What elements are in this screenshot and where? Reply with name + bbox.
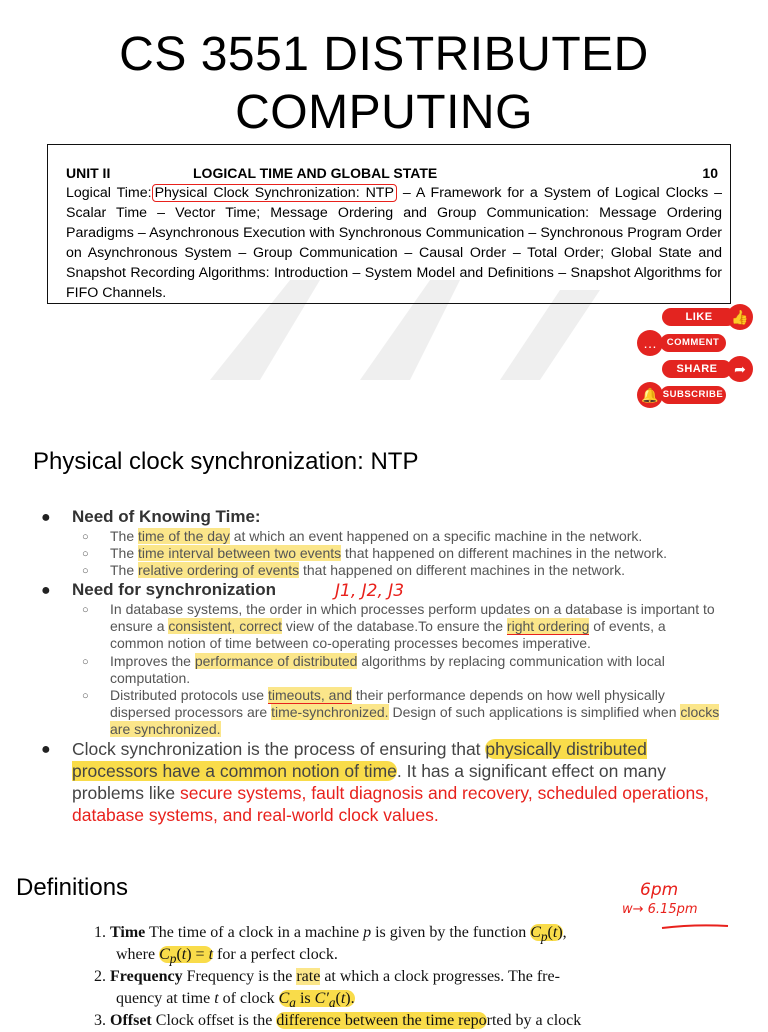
sub-bullet: ○ bbox=[82, 690, 89, 702]
sub-bullet: ○ bbox=[82, 548, 89, 560]
bullet-need-sync: Need for synchronization bbox=[72, 580, 277, 599]
definition-time-cont: where $C_p(t) = t$ for a perfect clock. bbox=[116, 946, 338, 967]
unit-title: LOGICAL TIME AND GLOBAL STATE bbox=[193, 165, 438, 181]
page-title: CS 3551 DISTRIBUTED COMPUTING bbox=[119, 28, 649, 139]
unit-hours: 10 bbox=[702, 165, 718, 181]
bullet-dot: ● bbox=[41, 582, 51, 599]
bullet-dot: ● bbox=[41, 741, 51, 758]
syllabus-rest: – A Framework for a System of Logical Clocks – Scalar Time – Vector Time; Message Ordering and Group Communication: Message Ordering Paradigms – Asynchronous Execution with Synchronous Communication – Synchronous Program Order on Asynchronous System – Group Communication – Causal Order – Total Order; Global State and Snapshot Recording Algorithms: Introduction – System Model and Definitions – Snapshot Algorithms for FIFO Channels. bbox=[66, 185, 722, 301]
boxed-topic: Physical Clock Synchronization: NTP bbox=[152, 184, 397, 202]
section-heading: Physical clock synchronization: NTP bbox=[33, 448, 419, 475]
clock-sync-paragraph: Clock synchronization is the process of ensuring that physically distributed processors have a common notion of time. It has a significant effect on many problems like secure systems, fault diagnosis and recovery, scheduled operations, database systems, and real-world clock values. bbox=[72, 739, 709, 825]
list-item: Improves the performance of distributed algorithms by replacing communication with local computation. bbox=[110, 653, 665, 686]
handwritten-note: w→ 6.15pm bbox=[622, 902, 698, 917]
list-item: Distributed protocols use timeouts, and their performance depends on how well physically dispersed processors are time-synchronized. Design of such applications is simplified when clocks are synchronized. bbox=[110, 687, 720, 737]
like-label: LIKE bbox=[685, 311, 713, 323]
share-label: SHARE bbox=[676, 363, 718, 375]
definition-offset: 3. Offset Clock offset is the difference between the time reported by a clock bbox=[94, 1012, 582, 1029]
definition-frequency-cont: quency at time t of clock $C_a$ is $C'_a(t)$. bbox=[116, 990, 355, 1011]
definition-time: 1. Time The time of a clock in a machine p is given by the function $C_p(t)$, bbox=[94, 924, 567, 945]
sub-bullet: ○ bbox=[82, 531, 89, 543]
handwritten-underline bbox=[660, 920, 730, 932]
comment-button[interactable] bbox=[660, 334, 726, 352]
definitions-heading: Definitions bbox=[16, 874, 129, 901]
sub-bullet: ○ bbox=[82, 604, 89, 616]
bullet-dot: ● bbox=[41, 509, 51, 526]
list-item: The time of the day at which an event happened on a specific machine in the network. bbox=[110, 528, 643, 544]
sub-bullet: ○ bbox=[82, 565, 89, 577]
bullet-knowing-time: Need of Knowing Time: bbox=[72, 507, 261, 526]
syllabus-body bbox=[66, 183, 722, 303]
definition-frequency: 2. Frequency Frequency is the rate at which a clock progresses. The fre- bbox=[94, 968, 560, 985]
syllabus-lead: Logical Time: bbox=[66, 185, 152, 201]
comment-label: COMMENT bbox=[666, 337, 720, 348]
handwritten-annotation: J1, J2, J3 bbox=[335, 581, 405, 601]
like-button[interactable] bbox=[662, 308, 736, 326]
list-item: The time interval between two events that happened on different machines in the network. bbox=[110, 545, 667, 561]
share-button[interactable] bbox=[662, 360, 732, 378]
subscribe-button[interactable] bbox=[660, 386, 726, 404]
comment-icon[interactable]: … bbox=[637, 330, 663, 356]
sub-bullet: ○ bbox=[82, 656, 89, 668]
handwritten-time: 6pm bbox=[640, 880, 679, 900]
share-arrow-icon[interactable]: ➦ bbox=[727, 356, 753, 382]
unit-label: UNIT II bbox=[66, 165, 111, 181]
list-item: In database systems, the order in which processes perform updates on a database is important to ensure a consistent, correct view of the database.To ensure the right ordering of events, a common notion of time between co-operating processes becomes imperative. bbox=[110, 601, 715, 651]
thumbs-up-icon[interactable]: 👍 bbox=[727, 304, 753, 330]
syllabus-box bbox=[47, 144, 731, 304]
bell-icon[interactable]: 🔔 bbox=[637, 382, 663, 408]
list-item: The relative ordering of events that happened on different machines in the network. bbox=[110, 562, 625, 578]
subscribe-label: SUBSCRIBE bbox=[662, 389, 724, 400]
